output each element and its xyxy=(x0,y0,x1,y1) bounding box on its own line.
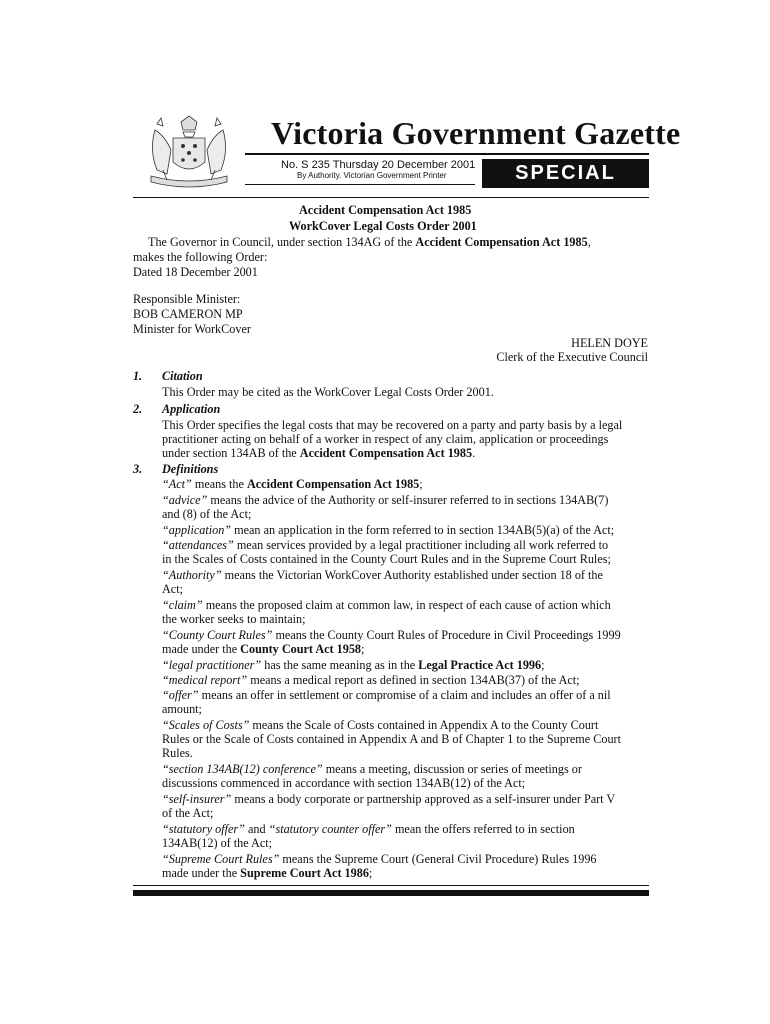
definition-scales-line-1: “Scales of Costs” means the Scale of Costs contained in Appendix A to the County Court xyxy=(162,718,599,732)
section-1-number: 1. xyxy=(133,369,143,383)
section-2-line-1: This Order specifies the legal costs that may be recovered on a party and party basis by a legal xyxy=(162,418,623,432)
definition-advice-line-1: “advice” means the advice of the Authority or self-insurer referred to in sections 134AB(7) xyxy=(162,493,609,507)
definition-conference-line-2: discussions commenced in accordance with section 134AB(12) of the Act; xyxy=(162,776,526,790)
definition-attendances-line-2: in the Scales of Costs contained in the County Court Rules and in the Supreme Court Rules; xyxy=(162,552,611,566)
definition-offer-line-1: “offer” means an offer in settlement or compromise of a claim and includes an offer of a nil xyxy=(162,688,611,702)
issue-line: No. S 235 Thursday 20 December 2001 xyxy=(281,159,476,171)
definition-county-court-rules-line-2: made under the County Court Act 1958; xyxy=(162,642,365,656)
definition-self-insurer-line-1: “self-insurer” means a body corporate or partnership approved as a self-insurer under Part V xyxy=(162,792,616,806)
definition-authority-line-2: Act; xyxy=(162,582,183,596)
clerk-name: HELEN DOYE xyxy=(571,336,648,350)
definition-authority-line-1: “Authority” means the Victorian WorkCover Authority established under section 18 of the xyxy=(162,568,603,582)
section-1-heading: Citation xyxy=(162,369,203,383)
section-2-line-3: under section 134AB of the Accident Compensation Act 1985. xyxy=(162,446,476,460)
dated-line: Dated 18 December 2001 xyxy=(133,265,258,279)
section-2-line-2: practitioner acting on behalf of a worker in respect of any claim, application or proceedings xyxy=(162,432,609,446)
definition-attendances-line-1: “attendances” mean services provided by a legal practitioner including all work referred to xyxy=(162,538,609,552)
section-2-heading: Application xyxy=(162,402,221,416)
special-badge: SPECIAL xyxy=(482,159,649,188)
section-3-number: 3. xyxy=(133,462,143,476)
definition-scales-line-2: Rules or the Scale of Costs contained in Appendix A and B of Chapter 1 to the Supreme Court xyxy=(162,732,621,746)
section-2-number: 2. xyxy=(133,402,143,416)
definition-medical-report: “medical report” means a medical report as defined in section 134AB(37) of the Act; xyxy=(162,673,580,687)
definition-offer-line-2: amount; xyxy=(162,702,202,716)
definition-county-court-rules-line-1: “County Court Rules” means the County Court Rules of Procedure in Civil Proceedings 1999 xyxy=(162,628,621,642)
section-1-text: This Order may be cited as the WorkCover Legal Costs Order 2001. xyxy=(162,385,494,399)
intro-line-2: makes the following Order: xyxy=(133,250,268,264)
definition-claim-line-2: the worker seeks to maintain; xyxy=(162,612,306,626)
authority-line: By Authority. Victorian Government Printer xyxy=(297,171,447,180)
masthead-rule xyxy=(133,197,649,198)
definition-legal-practitioner: “legal practitioner” has the same meaning as in the Legal Practice Act 1996; xyxy=(162,658,545,672)
definition-advice-line-2: and (8) of the Act; xyxy=(162,507,252,521)
clerk-role: Clerk of the Executive Council xyxy=(496,350,648,364)
footer-rule-thick xyxy=(133,890,649,896)
minister-role: Minister for WorkCover xyxy=(133,322,251,336)
definition-claim-line-1: “claim” means the proposed claim at common law, in respect of each cause of action which xyxy=(162,598,611,612)
victoria-coat-of-arms-icon xyxy=(143,110,235,194)
definition-scales-line-3: Rules. xyxy=(162,746,193,760)
minister-name: BOB CAMERON MP xyxy=(133,307,243,321)
footer-rule-thin xyxy=(133,885,649,886)
gazette-title: Victoria Government Gazette xyxy=(271,115,681,151)
definition-self-insurer-line-2: of the Act; xyxy=(162,806,214,820)
definition-conference-line-1: “section 134AB(12) conference” means a meeting, discussion or series of meetings or xyxy=(162,762,582,776)
definition-supreme-court-rules-line-2: made under the Supreme Court Act 1986; xyxy=(162,866,373,880)
section-3-heading: Definitions xyxy=(162,462,219,476)
minister-label: Responsible Minister: xyxy=(133,292,241,306)
act-title: Accident Compensation Act 1985 xyxy=(299,203,472,217)
definition-act: “Act” means the Accident Compensation Act 1985; xyxy=(162,477,423,491)
issue-underline xyxy=(245,184,475,185)
intro-line-1: The Governor in Council, under section 134AG of the Accident Compensation Act 1985, xyxy=(148,235,591,249)
definition-statutory-offer-line-2: 134AB(12) of the Act; xyxy=(162,836,273,850)
title-rule xyxy=(245,153,649,155)
definition-statutory-offer-line-1: “statutory offer” and “statutory counter offer” mean the offers referred to in section xyxy=(162,822,575,836)
definition-application: “application” mean an application in the form referred to in section 134AB(5)(a) of the Act; xyxy=(162,523,615,537)
definition-supreme-court-rules-line-1: “Supreme Court Rules” means the Supreme Court (General Civil Procedure) Rules 1996 xyxy=(162,852,597,866)
order-title: WorkCover Legal Costs Order 2001 xyxy=(289,219,477,233)
